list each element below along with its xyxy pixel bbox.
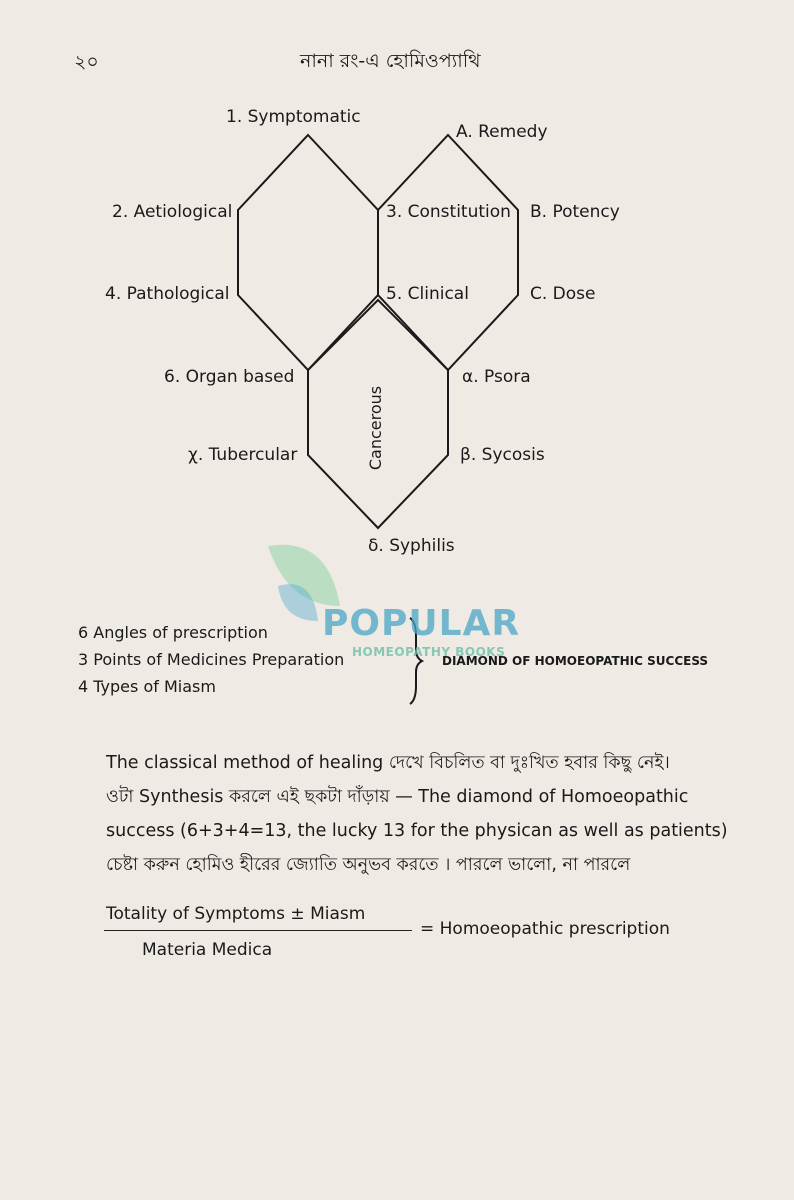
formula-denominator: Materia Medica: [142, 940, 273, 960]
paragraph-line-3: success (6+3+4=13, the lucky 13 for the physican as well as patients): [106, 821, 728, 841]
angle-pathological: 4. Pathological: [105, 284, 230, 304]
page-number: ২০: [74, 51, 99, 73]
right-hexagon: [378, 135, 518, 370]
formula-result: = Homoeopathic prescription: [420, 919, 670, 939]
watermark-homeopathy-books: HOMEOPATHY BOOKS: [352, 645, 506, 659]
diamond-caption: DIAMOND OF HOMOEOPATHIC SUCCESS: [442, 654, 709, 668]
angle-organ-based: 6. Organ based: [164, 367, 295, 387]
paragraph-line-4: চেষ্টা করুন হোমিও হীরের জ্যোতি অনুভব করতে । পারলে ভালো, না পারলে: [106, 855, 631, 875]
formula-numerator: Totality of Symptoms ± Miasm: [106, 904, 366, 924]
angle-clinical: 5. Clinical: [386, 284, 469, 304]
legend-miasm-types: 4 Types of Miasm: [78, 677, 216, 696]
angle-constitution: 3. Constitution: [386, 202, 511, 222]
paragraph-line-2: ওটা Synthesis করলে এই ছকটা দাঁড়ায় — The diamond of Homoeopathic: [106, 787, 689, 807]
prep-dose: C. Dose: [530, 284, 596, 304]
formula-fraction-bar: [104, 930, 412, 931]
prep-remedy: A. Remedy: [456, 122, 548, 142]
legend-points: 3 Points of Medicines Preparation: [78, 650, 345, 669]
miasm-sycosis: β. Sycosis: [460, 445, 545, 465]
watermark-popular: POPULAR: [322, 603, 521, 644]
running-title: নানা রং-এ হোমিওপ্যাথি: [300, 50, 481, 72]
miasm-tubercular: χ. Tubercular: [188, 445, 298, 465]
center-label-cancerous: Cancerous: [366, 385, 385, 471]
legend-angles: 6 Angles of prescription: [78, 623, 268, 642]
prep-potency: B. Potency: [530, 202, 620, 222]
angle-symptomatic: 1. Symptomatic: [226, 107, 361, 127]
miasm-psora: α. Psora: [462, 367, 531, 387]
angle-aetiological: 2. Aetiological: [112, 202, 233, 222]
miasm-syphilis: δ. Syphilis: [368, 536, 455, 556]
paragraph-line-1: The classical method of healing দেখে বিচলিত বা দুঃখিত হবার কিছু নেই।: [106, 753, 670, 773]
left-hexagon: [238, 135, 378, 370]
